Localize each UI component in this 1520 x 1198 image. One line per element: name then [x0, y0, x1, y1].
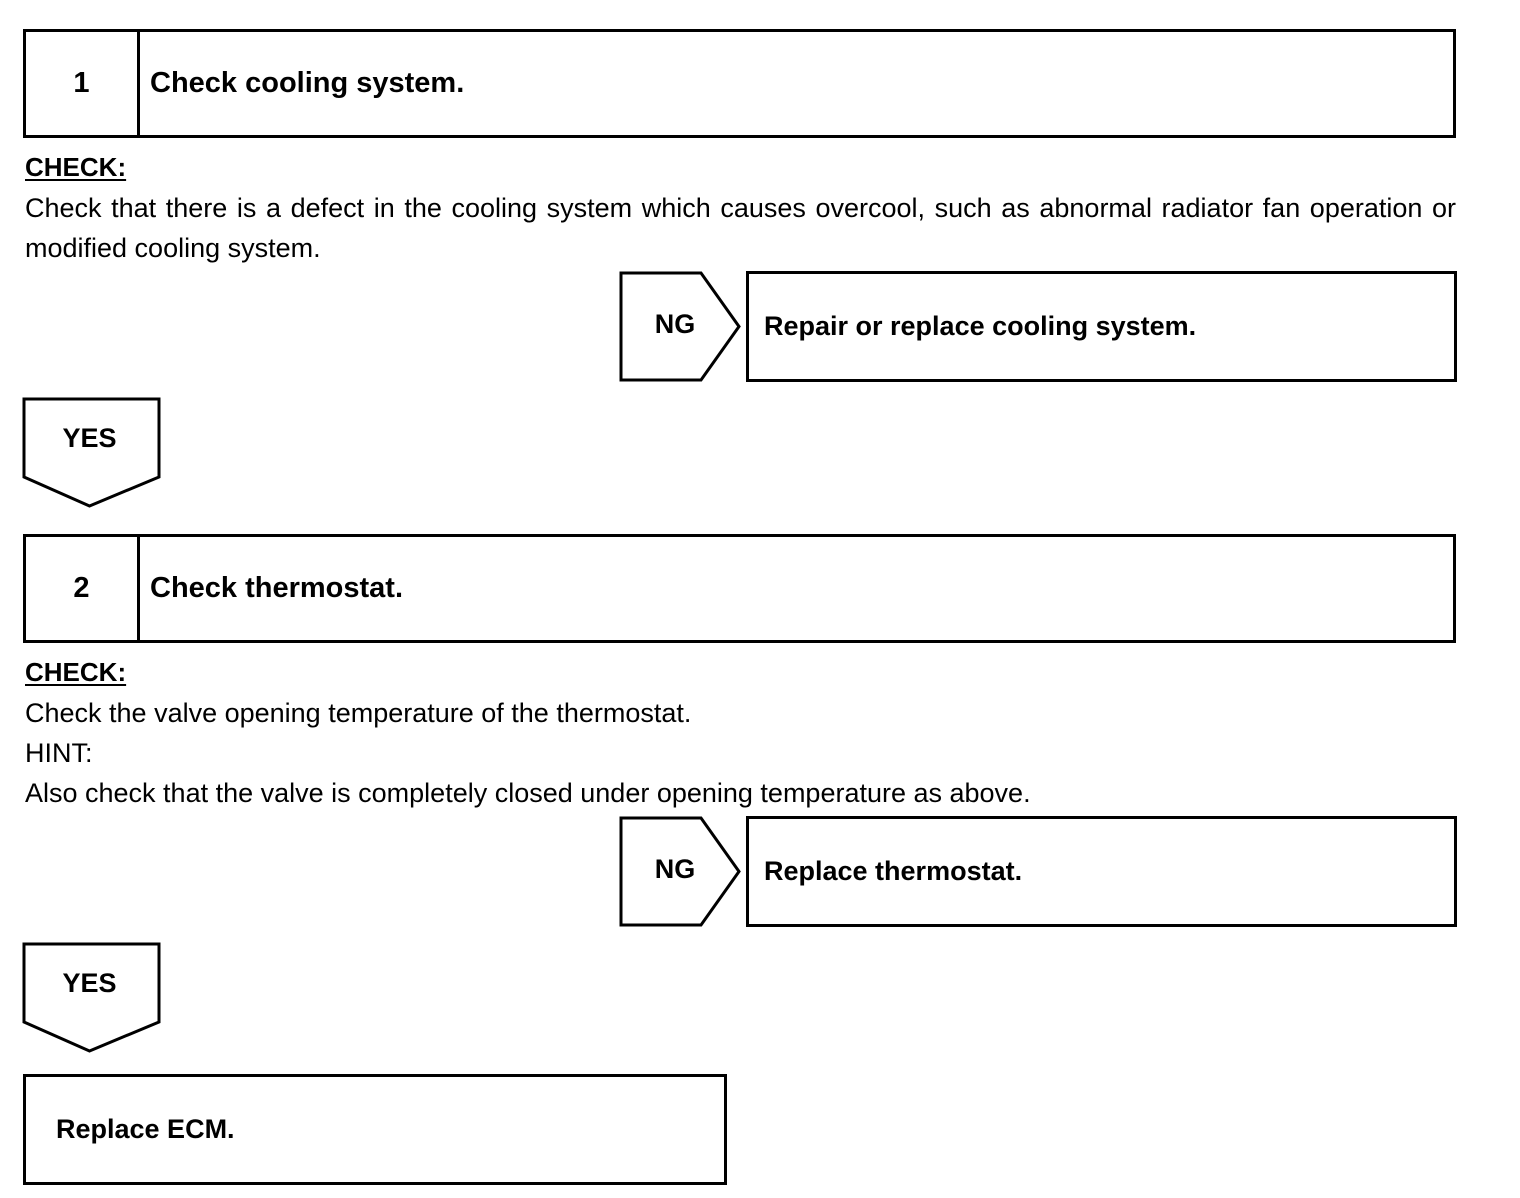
step-2-ng-label: NG: [654, 854, 696, 884]
step-2-check-text: Check the valve opening temperature of the thermostat.: [25, 698, 692, 728]
step-2-hint-text: Also check that the valve is completely closed under opening temperature as above.: [25, 778, 1031, 808]
step-1-number: 1: [26, 32, 140, 135]
step-1-ng-label: NG: [654, 309, 696, 339]
step-2-check-label: CHECK:: [25, 657, 127, 687]
step-1-check-label: CHECK:: [25, 152, 127, 182]
step-2-number: 2: [26, 537, 140, 640]
step-1-box: [23, 29, 1456, 138]
step-1-title: Check cooling system.: [150, 67, 465, 99]
final-action-box: [23, 1074, 727, 1185]
step-2-ng-action-text: Replace thermostat.: [764, 856, 1023, 886]
step-2-title: Check thermostat.: [150, 572, 404, 604]
step-1-ng-action-box: [746, 271, 1457, 382]
step-2-box: [23, 534, 1456, 643]
step-2-ng-action-box: [746, 816, 1457, 927]
final-action-text: Replace ECM.: [56, 1114, 235, 1144]
step-1-check-text: Check that there is a defect in the cooling system which causes overcool, such as abnormal radiator fan operation or modified cooling system.: [25, 193, 1456, 263]
step-2-yes-label: YES: [62, 968, 117, 998]
step-2-hint-label: HINT:: [25, 738, 93, 768]
step-1-yes-label: YES: [62, 423, 117, 453]
step-1-ng-action-text: Repair or replace cooling system.: [764, 311, 1197, 341]
